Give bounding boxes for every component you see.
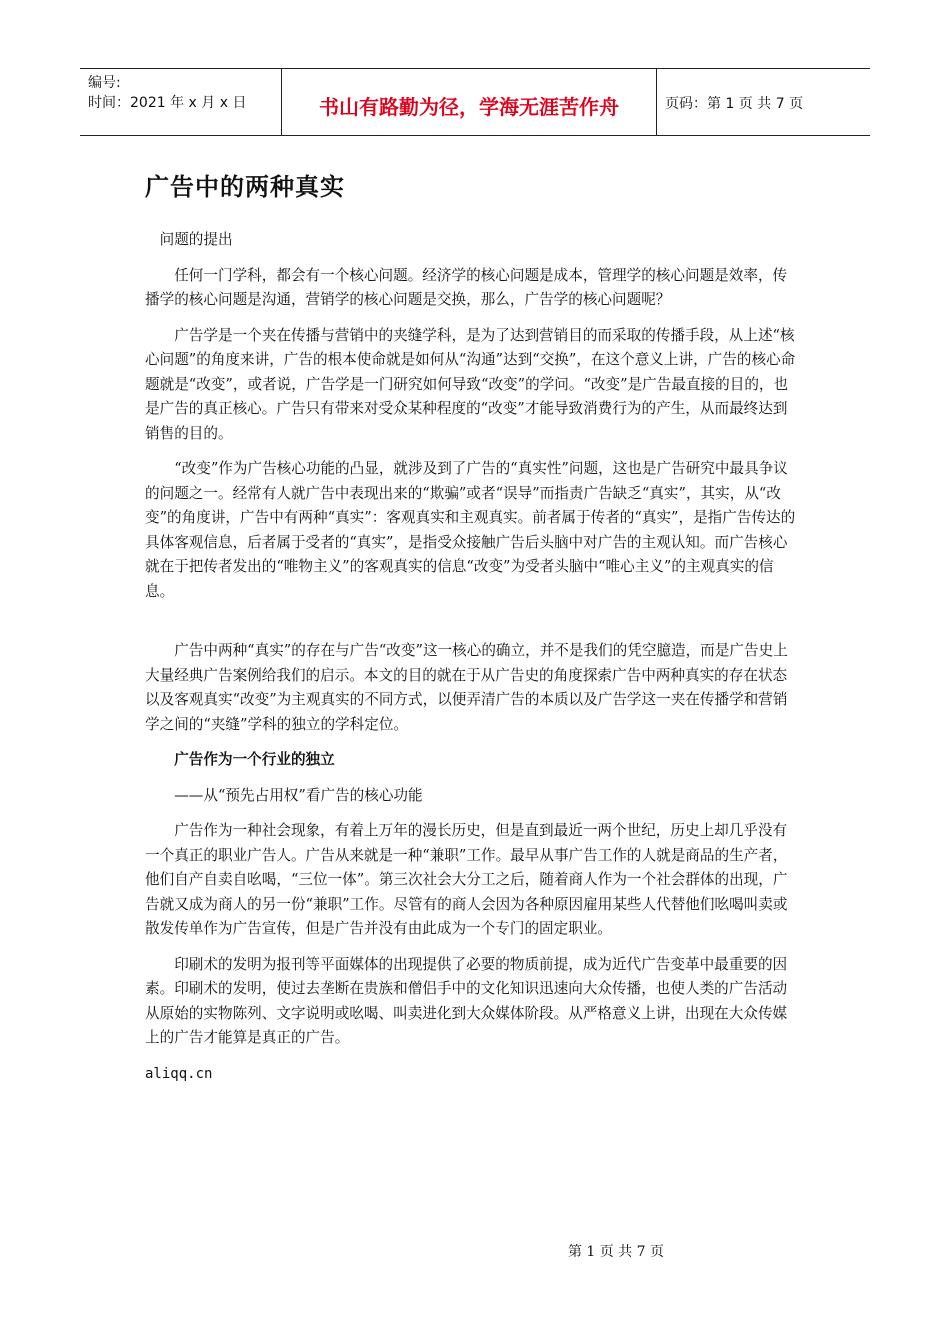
section-paragraph-2: 印刷术的发明为报刊等平面媒体的出现提供了必要的物质前提，成为近代广告变革中最重要的因素。印刷术的发明，使过去垄断在贵族和僧侣手中的文化知识迅速向大众传播，也使人类的广告活动从原始的实物陈列、文字说明或吆喝、叫卖进化到大众媒体阶段。从严格意义上讲，出现在大众传媒上的广告才能算是真正的广告。 <box>145 955 788 1046</box>
document-number-label: 编号: <box>88 75 121 91</box>
paragraph-2: 广告学是一个夹在传播与营销中的夹缝学科，是为了达到营销目的而采取的传播手段，从上述“核心问题”的角度来讲，广告的根本使命就是如何从“沟通”达到“交换”，在这个意义上讲，广告的核心命题就是“改变”，或者说，广告学是一门研究如何导致“改变”的学问。“改变”是广告最直接的目的，也是广告的真正核心。广告只有带来对受众某种程度的“改变”才能导致消费行为的产生，从而最终达到销售的目的。 <box>145 326 796 442</box>
header-motto: 书山有路勤为径，学海无涯苦作舟 <box>282 69 657 135</box>
section-heading: 广告作为一个行业的独立 <box>174 751 335 768</box>
section-subtitle: ——从“预先占用权”看广告的核心功能 <box>174 786 423 804</box>
section-paragraph-1: 广告作为一种社会现象，有着上万年的漫长历史，但是直到最近一两个世纪，历史上却几乎没有一个真正的职业广告人。广告从来就是一种“兼职”工作。最早从事广告工作的人就是商品的生产者，他们自产自卖自吆喝，“三位一体”。第三次社会大分工之后，随着商人作为一个社会群体的出现，广告就又成为商人的另一份“兼职”工作。尽管有的商人会因为各种原因雇用某些人代替他们吆喝叫卖或散发传单作为广告宣传，但是广告并没有由此成为一个专门的固定职业。 <box>145 822 788 937</box>
document-body <box>145 228 800 1086</box>
header-table <box>80 68 870 136</box>
spacer <box>145 615 800 639</box>
subtitle: 问题的提出 <box>159 231 233 248</box>
paragraph-3: “改变”作为广告核心功能的凸显，就涉及到了广告的“真实性”问题，这也是广告研究中最具争议的问题之一。经常有人就广告中表现出来的“欺骗”或者“误导”而指责广告缺乏“真实”，其实，从“改变”的角度讲，广告中有两种“真实”：客观真实和主观真实。前者属于传者的“真实”，是指广告传达的具体客观信息，后者属于受者的“真实”，是指受众接触广告后头脑中对广告的主观认知。而广告核心就在于把传者发出的“唯物主义”的客观真实的信息“改变”为受者头脑中“唯心主义”的主观真实的信息。 <box>145 460 796 600</box>
document-date: 时间：2021 年 x 月 x 日 <box>88 95 247 111</box>
source-text: aliqq.cn <box>145 1065 213 1082</box>
header-meta-cell <box>80 69 282 135</box>
page-footer: 第 1 页 共 7 页 <box>567 1244 665 1260</box>
document-title: 广告中的两种真实 <box>145 173 345 201</box>
header-page-info: 页码：第 1 页 共 7 页 <box>665 96 804 112</box>
paragraph-4: 广告中两种“真实”的存在与广告“改变”这一核心的确立，并不是我们的凭空臆造，而是广告史上大量经典广告案例给我们的启示。本文的目的就在于从广告史的角度探索广告中两种真实的存在状态以及客观真实“改变”为主观真实的不同方式，以便弄清广告的本质以及广告学这一夹在传播学和营销学之间的“夹缝”学科的独立的学科定位。 <box>145 642 788 733</box>
paragraph-1: 任何一门学科，都会有一个核心问题。经济学的核心问题是成本，管理学的核心问题是效率，传播学的核心问题是沟通，营销学的核心问题是交换，那么，广告学的核心问题呢？ <box>145 266 788 308</box>
